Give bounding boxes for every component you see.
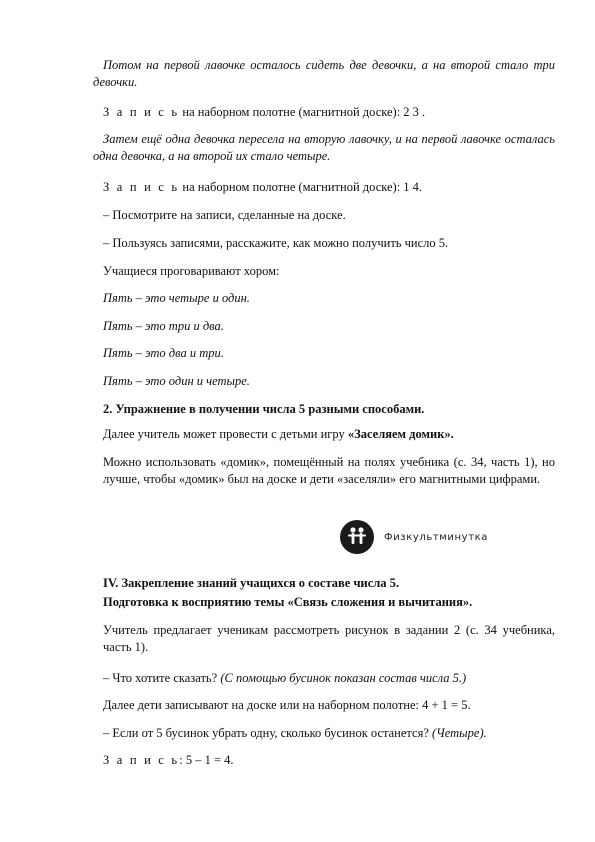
two-children-icon <box>340 520 374 554</box>
paragraph-addition-record: Далее дети записывают на доске или на наборном полотне: 4 + 1 = 5. <box>103 698 471 712</box>
chorus-line: Пять – это четыре и один. <box>103 291 250 305</box>
question-remove-bead: – Если от 5 бусинок убрать одну, сколько бусинок останется? (Четыре). <box>103 726 487 740</box>
record-one-four <box>103 179 555 196</box>
paragraph-benches-one-four: Затем ещё одна девочка пересела на вторую лавочку, и на первой лавочке осталась одна девочка, а на второй их стало четыре. <box>93 132 555 163</box>
chorus-line: Пять – это три и два. <box>103 319 224 333</box>
record-label: З а п и с ь <box>103 753 180 767</box>
record-text: на наборном полотне (магнитной доске): 2 3 . <box>179 105 426 119</box>
record-text: на наборном полотне (магнитной доске): 1 4. <box>179 180 423 194</box>
section-heading-exercise: 2. Упражнение в получении числа 5 разными способами. <box>103 402 425 416</box>
physical-break-banner <box>340 519 502 555</box>
question-how-to-get-five: – Пользуясь записями, расскажите, как можно получить число 5. <box>103 236 449 250</box>
chorus-line: Пять – это один и четыре. <box>103 374 250 388</box>
record-label: З а п и с ь <box>103 105 180 119</box>
paragraph-game: Далее учитель может провести с детьми игру «Заселяем домик». <box>103 427 454 441</box>
record-text: : 5 – 1 = 4. <box>179 753 234 767</box>
question-what-to-say: – Что хотите сказать? (С помощью бусинок показан состав числа 5.) <box>103 671 467 685</box>
chorus-line: Пять – это два и три. <box>103 346 224 360</box>
paragraph-benches-two-three: Потом на первой лавочке осталось сидеть две девочки, а на второй стало три девочки. <box>93 58 555 89</box>
paragraph-picture-task: Учитель предлагает ученикам рассмотреть рисунок в задании 2 (с. 34 учебника, часть 1). <box>103 623 555 654</box>
record-subtraction <box>103 752 555 769</box>
paragraph-house: Можно использовать «домик», помещённый на полях учебника (с. 34, часть 1), но лучше, чтобы «домик» был на доске и дети «заселяли» его магнитными цифрами. <box>103 455 555 486</box>
section-subheading-relation: Подготовка к восприятию темы «Связь сложения и вычитания». <box>103 595 473 609</box>
answer-beads: (С помощью бусинок показан состав числа 5.) <box>220 671 467 685</box>
record-label: З а п и с ь <box>103 180 180 194</box>
section-heading-consolidation: IV. Закрепление знаний учащихся о составе числа 5. <box>103 576 400 590</box>
answer-four: (Четыре). <box>432 726 487 740</box>
game-title: «Заселяем домик». <box>347 427 454 441</box>
banner-label: Физкультминутка <box>384 531 488 543</box>
question-look-at-records: – Посмотрите на записи, сделанные на доске. <box>103 208 346 222</box>
record-two-three <box>103 104 555 121</box>
chorus-intro: Учащиеся проговаривают хором: <box>103 264 280 278</box>
